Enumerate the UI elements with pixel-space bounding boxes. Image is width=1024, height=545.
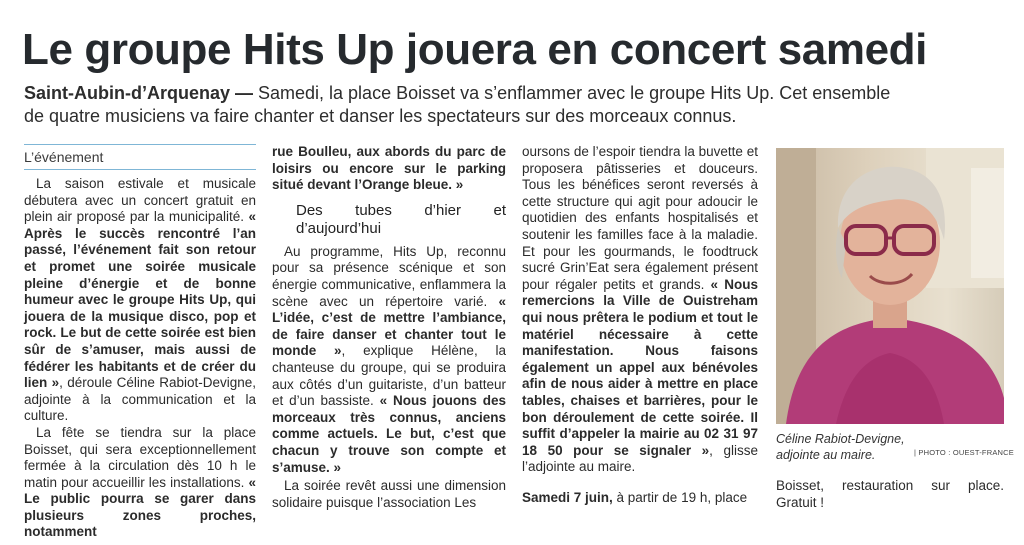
- paragraph-text: Boisset, restauration sur place. Gratuit !: [776, 478, 1004, 510]
- paragraph: [272, 244, 506, 476]
- quote-text: rue Boulleu, aux abords du parc de loisirs ou encore sur le parking situé devant l’Orange bleue. »: [272, 144, 506, 193]
- quote-text: « Après le succès rencontré l’an passé, l’événement fait son retour et promet une soirée musicale pleine d’énergie et de bonne humeur avec le groupe Hits Up, qui jouera de la musique disco, pop et rock. Le but de cette soirée est bien sûr de s’amuser, mais aussi de fédérer les habitants et de créer du lien »: [24, 209, 256, 391]
- section-rubric: L’événement: [24, 144, 256, 170]
- paragraph-text: Au programme, Hits Up, reconnu pour sa présence scénique et son énergie communicative, enflammera la scène avec un répertoire varié.: [272, 243, 506, 309]
- quote-text: « L’idée, c’est de mettre l’ambiance, de faire danser et chanter tout le monde »: [272, 293, 506, 359]
- headline: Le groupe Hits Up jouera en concert samedi: [22, 25, 927, 74]
- date-text: Samedi 7 juin,: [522, 489, 613, 505]
- quote-text: « Nous remercions la Ville de Ouistreham qui nous prêtera le podium et tout le matériel nécessaire à cette manifestation. Nous faisons également un appel aux bénévoles afin de nous aider à mettre en place tables, chaises et barrières, pour le bon déroulement de cette soirée. Il suffit d’appeler la mairie au 02 31 97 18 50 pour se signaler »: [522, 276, 758, 458]
- paragraph-text: , explique Hélène, la chanteuse du groupe, qui se produira aux côtés d’un guitariste, d’un batteur et d’un bassiste.: [272, 343, 506, 409]
- paragraph: [272, 478, 506, 511]
- column-1: [24, 144, 256, 541]
- portrait-illustration: [776, 148, 1004, 424]
- standfirst-text: Samedi, la place Boisset va s’enflammer avec le groupe Hits Up. Cet ensemble de quatre musiciens va faire chanter et danser les spectateurs sur des morceaux connus.: [24, 83, 891, 126]
- paragraph-text: oursons de l’espoir tiendra la buvette et proposera pâtisseries et douceurs. Tous les bénéfices seront reversés à cette structure qui agit pour adoucir le quotidien des enfants hospitalisés et soutenir les familles face à la maladie. Et pour les gourmands, le foodtruck sucré Grin’Eat sera également présent pour régaler petits et grands.: [522, 144, 758, 292]
- paragraph: [24, 176, 256, 425]
- portrait-photo: [776, 148, 1004, 424]
- subheading: Des tubes d’hier et d’aujourd’hui: [296, 201, 506, 237]
- paragraph: [272, 144, 506, 194]
- paragraph-text: La fête se tiendra sur la place Boisset, qui sera exceptionnellement fermée à la circulation dès 10 h le matin pour accueillir les installations.: [24, 424, 256, 490]
- paragraph-text: , déroule Céline Rabiot-Devigne, adjointe à la communication et la culture.: [24, 375, 256, 424]
- column-3: [522, 144, 758, 506]
- standfirst: [24, 82, 904, 128]
- quote-text: « Nous jouons des morceaux très connus, anciens comme actuels. Le but, c’est que chacun y trouve son compte et s’amuse. »: [272, 393, 506, 475]
- column-4-text: [776, 478, 1004, 511]
- photo-credit: | PHOTO : OUEST-FRANCE: [914, 448, 1014, 457]
- paragraph: [522, 144, 758, 476]
- photo-caption: Céline Rabiot-Devigne, adjointe au maire.: [776, 432, 905, 462]
- paragraph-text: La soirée revêt aussi une dimension solidaire puisque l’association Les: [272, 478, 506, 510]
- standfirst-place: Saint-Aubin-d’Arquenay —: [24, 83, 253, 103]
- paragraph-text: à partir de 19 h, place: [612, 489, 748, 505]
- quote-text: « Le public pourra se garer dans plusieurs zones proches, notamment: [24, 474, 256, 540]
- paragraph-text: , glisse l’adjointe au maire.: [522, 442, 758, 475]
- column-2: [272, 144, 506, 511]
- paragraph: [24, 425, 256, 541]
- paragraph-text: La saison estivale et musicale débutera avec un concert gratuit en plein air proposé par la municipalité.: [24, 176, 256, 225]
- paragraph: [522, 490, 758, 507]
